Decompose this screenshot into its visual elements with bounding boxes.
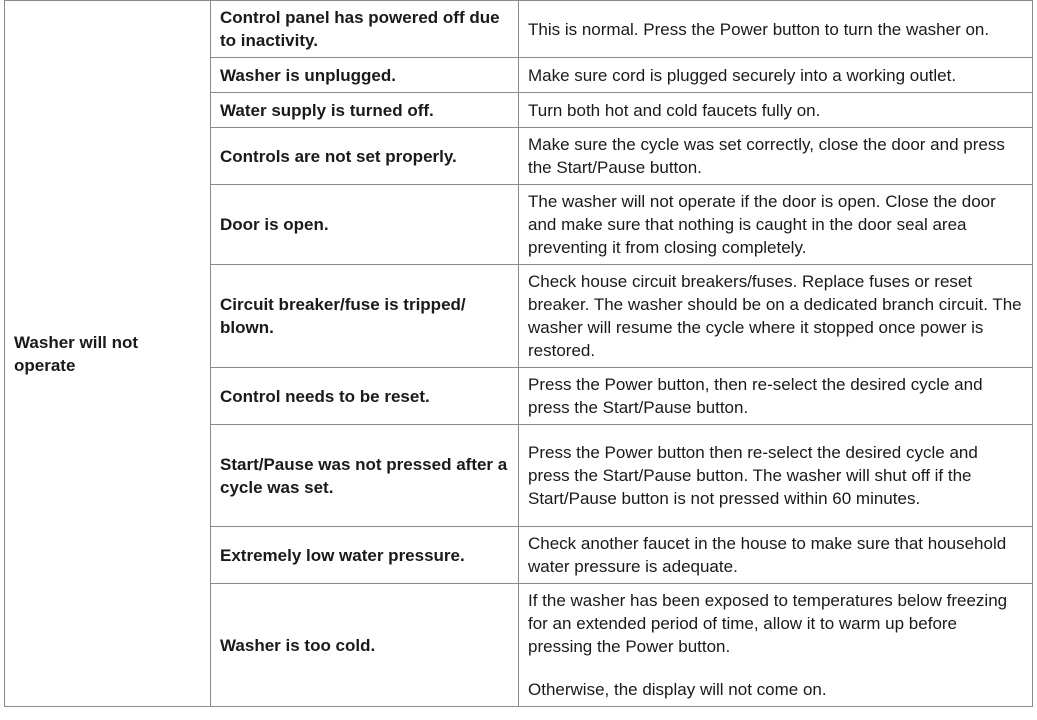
solution-cell: [519, 584, 1033, 707]
cause-cell: Controls are not set properly.: [211, 128, 519, 185]
solution-cell: This is normal. Press the Power button to turn the washer on.: [519, 1, 1033, 58]
table-row: [5, 1, 1033, 58]
cause-cell: Door is open.: [211, 185, 519, 265]
cause-cell: Water supply is turned off.: [211, 93, 519, 128]
cause-cell: Control needs to be reset.: [211, 368, 519, 425]
troubleshooting-table-wrapper: [4, 0, 1034, 707]
cause-cell: Extremely low water pressure.: [211, 527, 519, 584]
problem-cell: Washer will not operate: [5, 1, 211, 707]
solution-cell: Check house circuit breakers/fuses. Replace fuses or reset breaker. The washer should be on a dedicated branch circuit. The washer will resume the cycle where it stopped once power is restored.: [519, 265, 1033, 368]
cause-cell: Start/Pause was not pressed after a cycle was set.: [211, 425, 519, 527]
cause-cell: Control panel has powered off due to inactivity.: [211, 1, 519, 58]
solution-cell: Make sure the cycle was set correctly, close the door and press the Start/Pause button.: [519, 128, 1033, 185]
solution-cell: Make sure cord is plugged securely into a working outlet.: [519, 58, 1033, 93]
solution-cell: Turn both hot and cold faucets fully on.: [519, 93, 1033, 128]
troubleshooting-table: [4, 0, 1033, 707]
cause-cell: Washer is too cold.: [211, 584, 519, 707]
solution-text: If the washer has been exposed to temperatures below freezing for an extended period of time, allow it to warm up before pressing the Power button.: [528, 591, 1008, 656]
solution-cell: Press the Power button, then re-select the desired cycle and press the Start/Pause button.: [519, 368, 1033, 425]
solution-cell: Check another faucet in the house to make sure that household water pressure is adequate.: [519, 527, 1033, 584]
cause-cell: Washer is unplugged.: [211, 58, 519, 93]
cause-cell: Circuit breaker/fuse is tripped/ blown.: [211, 265, 519, 368]
solution-cell: Press the Power button then re-select the desired cycle and press the Start/Pause button. The washer will shut off if the Start/Pause button is not pressed within 60 minutes.: [519, 425, 1033, 527]
solution-cell: The washer will not operate if the door is open. Close the door and make sure that nothing is caught in the door seal area preventing it from closing completely.: [519, 185, 1033, 265]
paragraph-gap: [528, 658, 1023, 678]
solution-text-extra: Otherwise, the display will not come on.: [528, 680, 827, 699]
